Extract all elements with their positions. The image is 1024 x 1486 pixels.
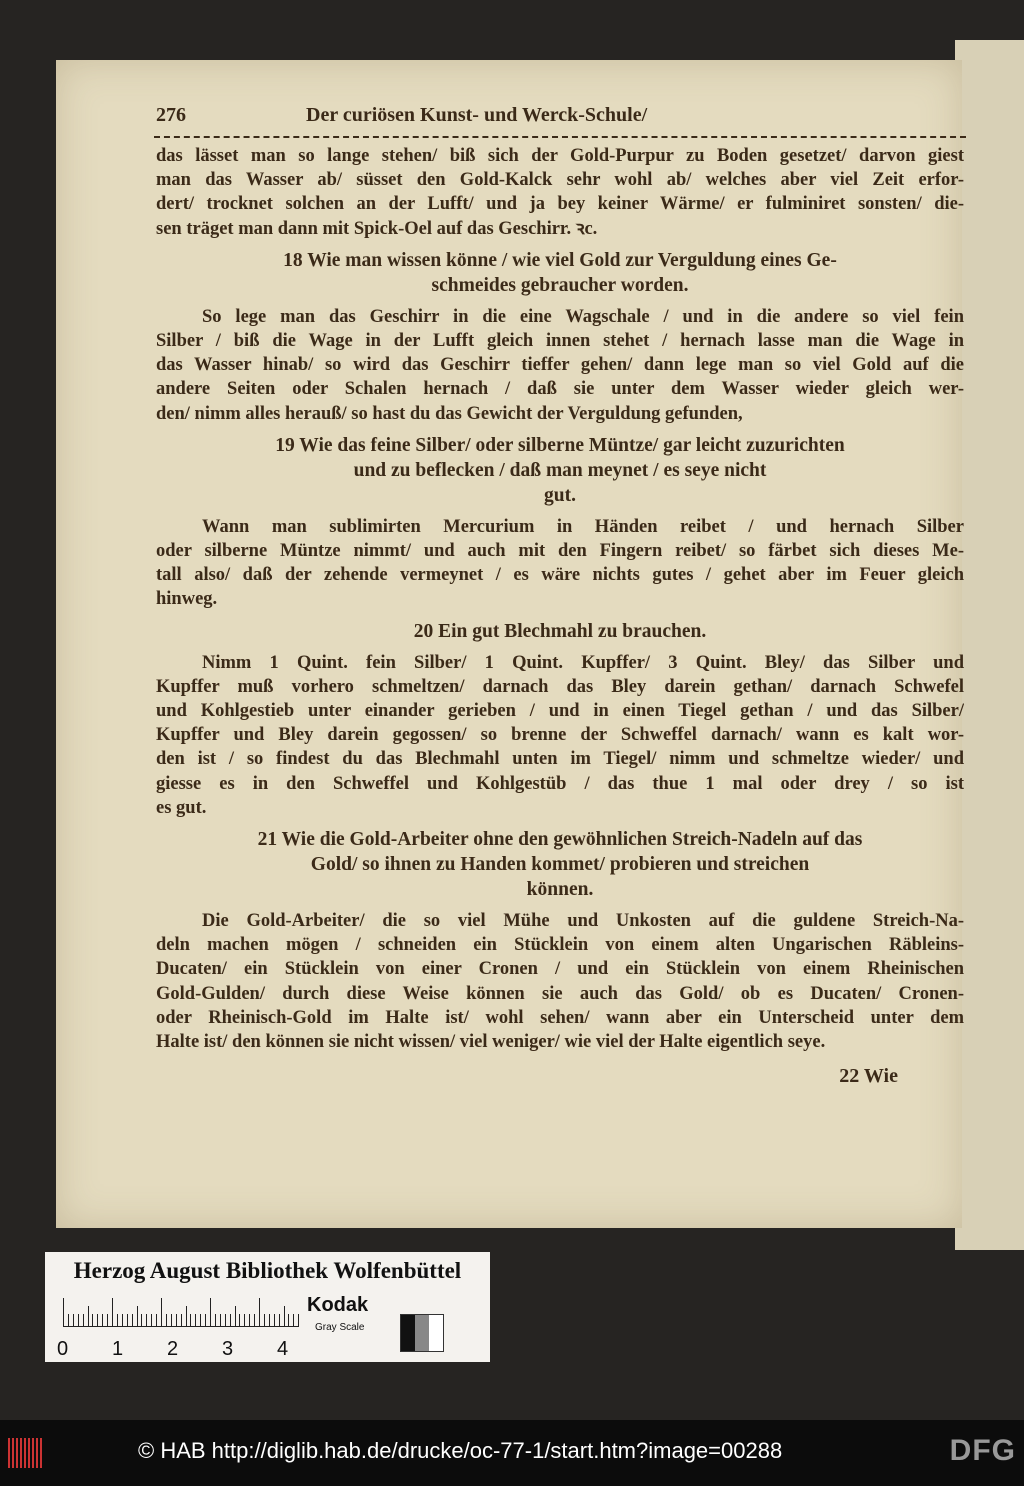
scale-tick bbox=[210, 1298, 211, 1326]
text-line: 19 Wie das feine Silber/ oder silberne Müntze/ gar leicht zuzurichten bbox=[275, 434, 845, 456]
scale-tick bbox=[220, 1314, 221, 1326]
scale-tick bbox=[254, 1314, 255, 1326]
scale-tick bbox=[166, 1314, 167, 1326]
scale-tick bbox=[97, 1314, 98, 1326]
scale-tick bbox=[235, 1306, 236, 1326]
text-line: Nimm 1 Quint. fein Silber/ 1 Quint. Kupffer/ 3 Quint. Bley/ das Silber und bbox=[202, 652, 964, 673]
scale-tick bbox=[298, 1314, 299, 1326]
text-line: 18 Wie man wissen könne / wie viel Gold zur Verguldung eines Ge- bbox=[283, 249, 837, 271]
scale-tick bbox=[141, 1314, 142, 1326]
scale-tick bbox=[171, 1314, 172, 1326]
text-line: 21 Wie die Gold-Arbeiter ohne den gewöhnlichen Streich-Nadeln auf das bbox=[257, 829, 863, 851]
text-line: Silber / biß die Wage in der Lufft gleich innen stehet / hernach lasse man die Wage in bbox=[156, 331, 964, 352]
scale-tick bbox=[274, 1314, 275, 1326]
header-rule bbox=[154, 136, 966, 138]
institution-name: Herzog August Bibliothek Wolfenbüttel bbox=[73, 1258, 462, 1283]
scale-tick bbox=[244, 1314, 245, 1326]
scale-tick bbox=[230, 1314, 231, 1326]
scale-tick bbox=[215, 1314, 216, 1326]
scale-tick bbox=[161, 1298, 162, 1326]
catchword: 22 Wie bbox=[839, 1065, 898, 1087]
scale-tick bbox=[181, 1314, 182, 1326]
text-line: Ducaten/ ein Stücklein von einer Cronen / und ein Stücklein von einem Rheinischen bbox=[156, 959, 964, 980]
text-line: Kupffer und Bley darein gegossen/ so brenne der Schweffel darnach/ wann es kalt wor- bbox=[156, 725, 964, 746]
text-line: können. bbox=[526, 879, 594, 901]
scale-tick bbox=[132, 1314, 133, 1326]
text-line: hinweg. bbox=[156, 589, 218, 610]
text-line: Die Gold-Arbeiter/ die so viel Mühe und Unkosten auf die guldene Streich-Na- bbox=[202, 911, 964, 932]
text-line: giesse es in den Schweffel und Kohlgestüb / das thue 1 mal oder drey / so ist bbox=[156, 773, 964, 794]
scale-tick bbox=[68, 1314, 69, 1326]
scale-tick bbox=[78, 1314, 79, 1326]
paragraph bbox=[156, 144, 964, 241]
text-line: es gut. bbox=[156, 797, 207, 818]
text-line: Gold/ so ihnen zu Handen kommet/ probieren und streichen bbox=[310, 854, 810, 876]
text-line: dert/ trocknet solchen an der Lufft/ und ja bey keiner Wärme/ er fulminiret sonsten/ die- bbox=[156, 194, 964, 215]
text-line: und zu beflecken / daß man meynet / es seye nicht bbox=[353, 459, 767, 481]
scale-number: 2 bbox=[167, 1338, 179, 1360]
text-line: sen träget man dann mit Spick-Oel auf das Geschirr. ꝛc. bbox=[156, 218, 598, 239]
page-number: 276 bbox=[156, 104, 186, 126]
library-label bbox=[45, 1252, 490, 1362]
scale-tick bbox=[156, 1314, 157, 1326]
paragraph bbox=[156, 515, 964, 612]
section-heading bbox=[156, 248, 964, 298]
text-line: man das Wasser ab/ süsset den Gold-Kalck sehr wohl ab/ welches aber viel Zeit erfor- bbox=[156, 170, 964, 191]
text-line: 20 Ein gut Blechmahl zu brauchen. bbox=[413, 620, 707, 642]
scale-tick bbox=[186, 1306, 187, 1326]
text-line: gut. bbox=[544, 484, 576, 506]
scale-number: 0 bbox=[57, 1338, 69, 1360]
barcode-icon bbox=[8, 1438, 44, 1468]
scale-tick bbox=[293, 1314, 294, 1326]
text-line: Halte ist/ den können sie nicht wissen/ viel weniger/ wie viel der Halte eigentlich seye. bbox=[156, 1032, 826, 1053]
section-heading bbox=[156, 827, 964, 902]
source-url[interactable]: © HAB http://diglib.hab.de/drucke/oc-77-1/start.htm?image=00288 bbox=[138, 1438, 783, 1463]
scale-tick bbox=[112, 1298, 113, 1326]
scale-tick bbox=[127, 1314, 128, 1326]
text-line: Wann man sublimirten Mercurium in Händen reibet / und hernach Silber bbox=[202, 516, 964, 537]
scale-tick bbox=[146, 1314, 147, 1326]
text-line: das Wasser hinab/ so wird das Geschirr tieffer gehen/ dann lege man so viel Gold auf die bbox=[156, 355, 964, 376]
scale-tick bbox=[102, 1314, 103, 1326]
scale-tick bbox=[151, 1314, 152, 1326]
scale-tick bbox=[117, 1314, 118, 1326]
gray-scale-label: Gray Scale bbox=[315, 1322, 365, 1333]
text-line: andere Seiten oder Schalen hernach / daß sie unter dem Wasser wieder gleich wer- bbox=[156, 379, 964, 400]
scale-number: 1 bbox=[112, 1338, 124, 1360]
dfg-logo: DFG bbox=[949, 1434, 1016, 1467]
scale-tick bbox=[83, 1314, 84, 1326]
text-line: und Kohlgestieb unter einander gerieben / und in einen Tiegel gethan / und das Silber/ bbox=[156, 701, 964, 722]
text-line: oder Rheinisch-Gold im Halte ist/ wohl sehen/ wann aber ein Unterscheid unter dem bbox=[156, 1007, 964, 1028]
scale-tick bbox=[88, 1306, 89, 1326]
paragraph bbox=[156, 651, 964, 820]
adjacent-page-edge bbox=[955, 40, 1024, 1250]
scale-number: 3 bbox=[222, 1338, 234, 1360]
text-line: das lässet man so lange stehen/ biß sich der Gold-Purpur zu Boden gesetzet/ darvon giest bbox=[156, 146, 964, 166]
scale-tick bbox=[107, 1314, 108, 1326]
text-line: deln machen mögen / schneiden ein Stücklein von einem alten Ungarischen Räbleins- bbox=[156, 935, 964, 956]
scale-tick bbox=[225, 1314, 226, 1326]
paragraph bbox=[156, 909, 964, 1054]
section-heading bbox=[156, 619, 964, 644]
gray-scale-patch bbox=[400, 1314, 444, 1352]
scale-tick bbox=[190, 1314, 191, 1326]
ruler-scale bbox=[63, 1296, 299, 1327]
text-line: Kupffer muß vorhero schmeltzen/ darnach das Bley darein gethan/ darnach Schwefel bbox=[156, 676, 964, 697]
text-line: Gold-Gulden/ durch diese Weise können sie auch das Gold/ ob es Ducaten/ Cronen- bbox=[156, 983, 964, 1004]
scale-tick bbox=[284, 1306, 285, 1326]
scale-tick bbox=[239, 1314, 240, 1326]
scale-tick bbox=[122, 1314, 123, 1326]
scale-tick bbox=[63, 1298, 64, 1326]
page-body bbox=[156, 144, 964, 1061]
scale-tick bbox=[92, 1314, 93, 1326]
scale-tick bbox=[176, 1314, 177, 1326]
scale-tick bbox=[195, 1314, 196, 1326]
scale-number: 4 bbox=[277, 1338, 289, 1360]
text-line: tall also/ daß der zehende vermeynet / es wäre nichts gutes / gehet aber im Feuer gleich bbox=[156, 565, 964, 586]
scale-tick bbox=[288, 1314, 289, 1326]
running-title: Der curiösen Kunst- und Werck-Schule/ bbox=[306, 104, 648, 126]
scale-tick bbox=[259, 1298, 260, 1326]
scale-tick bbox=[269, 1314, 270, 1326]
section-heading bbox=[156, 433, 964, 508]
book-page bbox=[56, 60, 962, 1228]
scale-tick bbox=[249, 1314, 250, 1326]
text-line: So lege man das Geschirr in die eine Wagschale / und in die andere so viel fein bbox=[202, 306, 964, 327]
kodak-logo: Kodak bbox=[307, 1294, 369, 1316]
scale-tick bbox=[264, 1314, 265, 1326]
text-line: den ist / so findest du das Blechmahl unten im Tiegel/ nimm und schmeltze wieder/ und bbox=[156, 749, 964, 770]
text-line: den/ nimm alles herauß/ so hast du das Gewicht der Verguldung gefunden, bbox=[156, 403, 743, 424]
scale-tick bbox=[200, 1314, 201, 1326]
scale-tick bbox=[205, 1314, 206, 1326]
text-line: oder silberne Müntze nimmt/ und auch mit den Fingern reibet/ so färbet sich dieses Me- bbox=[156, 541, 964, 562]
scale-tick bbox=[137, 1306, 138, 1326]
text-line: schmeides gebraucher worden. bbox=[431, 274, 689, 296]
scale-tick bbox=[73, 1314, 74, 1326]
scale-tick bbox=[279, 1314, 280, 1326]
footer-bar bbox=[0, 1420, 1024, 1486]
paragraph bbox=[156, 305, 964, 426]
